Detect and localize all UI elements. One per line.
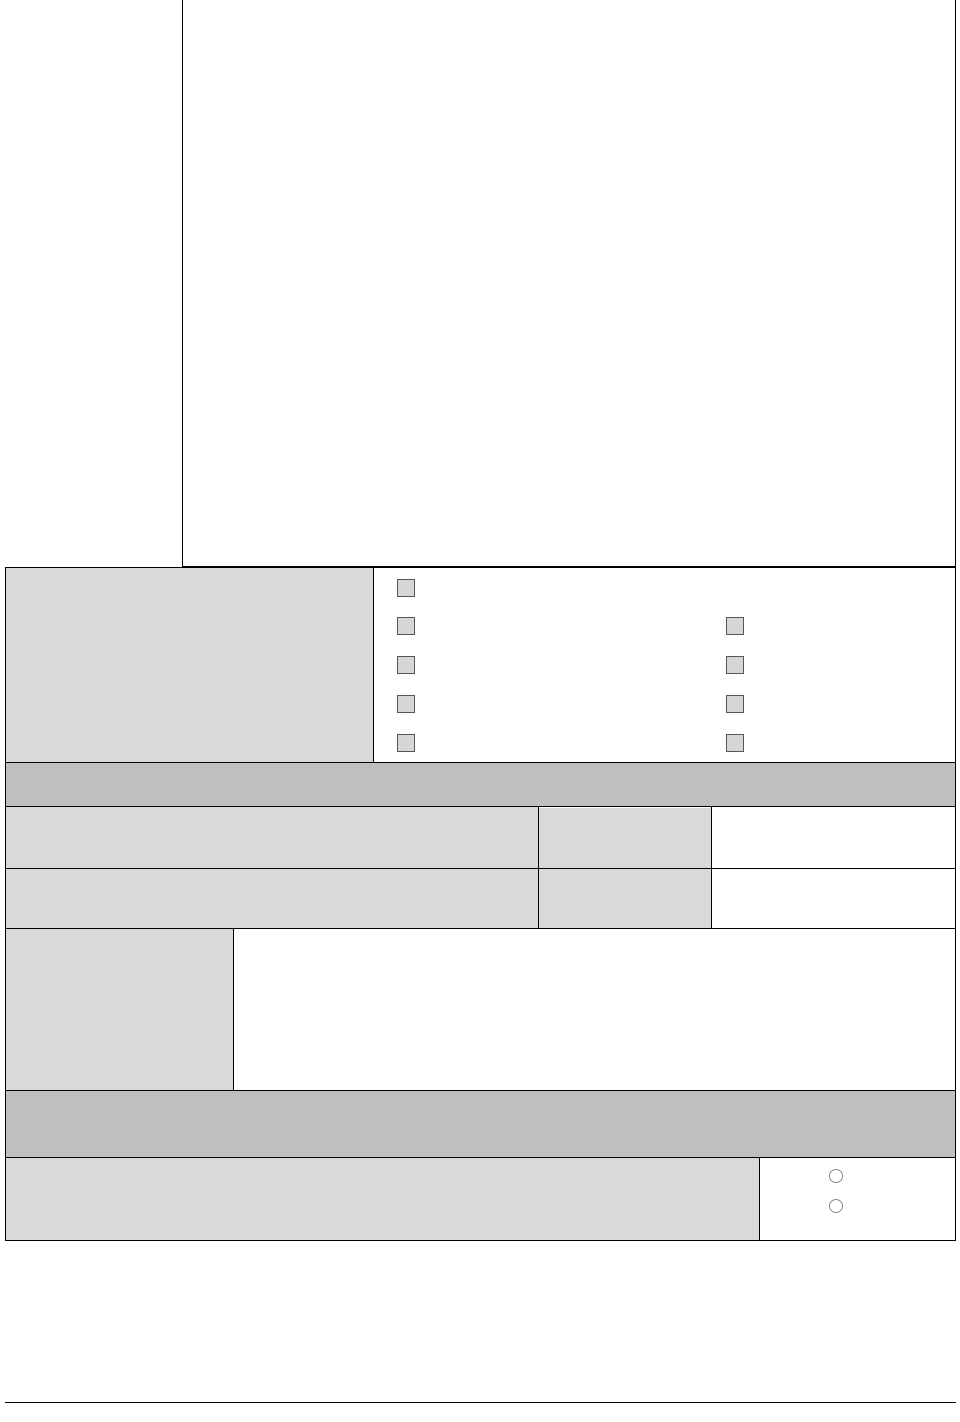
section-2-1-values-vdivider [711,807,712,929]
section-2-2-label-cell [5,929,233,1091]
checkbox-kilka-powiatow[interactable] [397,734,415,752]
checkbox-wojewodztwo[interactable] [726,617,744,635]
osoby-prawne-label-cell [539,869,711,928]
checkbox-powiat[interactable] [397,695,415,713]
footer-rule [5,1402,956,1403]
text-box-right-border [955,0,956,567]
checkbox-najblizsze-sasiedztwo[interactable] [397,579,415,597]
radio-nie[interactable] [829,1199,843,1213]
section-2-1-divider [5,868,538,869]
section-2-header-cell [5,763,956,807]
section-1-2-options-cell [373,567,956,763]
section-1-2-label-cell [5,567,373,763]
checkbox-caly-kraj[interactable] [726,695,744,713]
checkbox-kilka-wojewodztw[interactable] [726,656,744,674]
section-2-2-value-cell[interactable] [233,929,956,1091]
checkbox-poza-granicami-kraju[interactable] [726,734,744,752]
osoby-fizyczne-label-cell [539,808,711,868]
section-3-1-radio-cell [759,1158,956,1241]
checkbox-gmina[interactable] [397,617,415,635]
text-box-left-border [182,0,183,567]
section-3-header-cell [5,1091,956,1158]
section-3-1-label-cell [5,1158,759,1241]
radio-tak[interactable] [829,1169,843,1183]
checkbox-kilka-gmin[interactable] [397,656,415,674]
